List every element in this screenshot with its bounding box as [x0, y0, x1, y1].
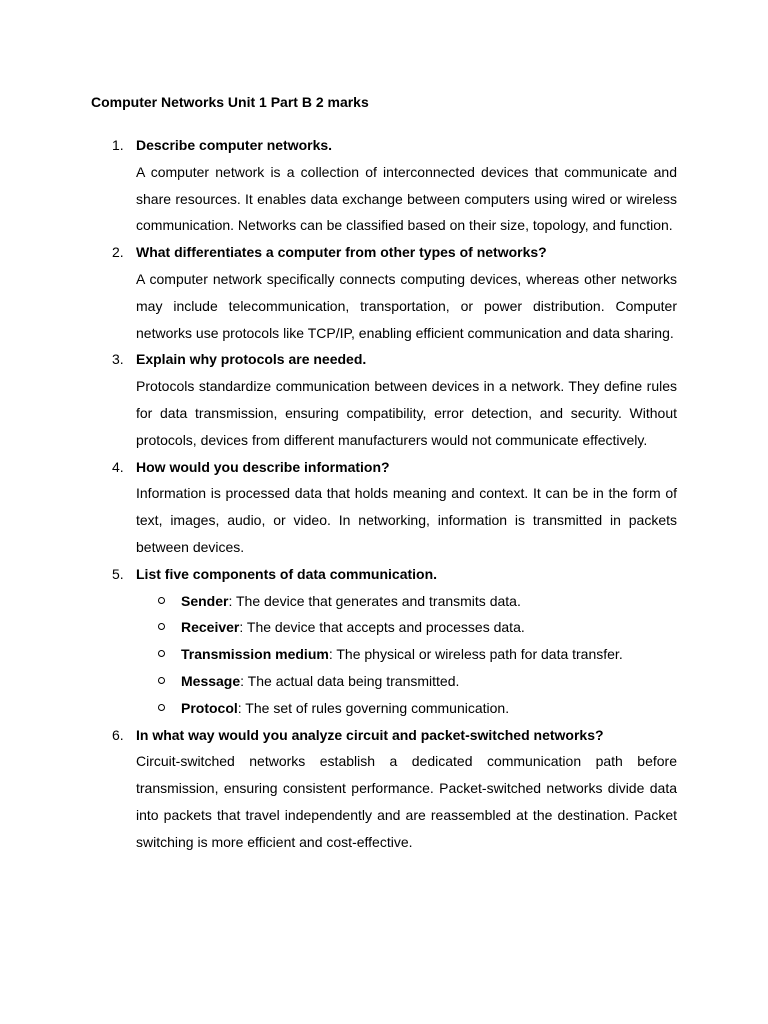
- document-title: Computer Networks Unit 1 Part B 2 marks: [91, 94, 369, 110]
- question-number: 4.: [112, 458, 124, 475]
- question-title: What differentiates a computer from other types of networks?: [136, 244, 547, 261]
- list-item: [181, 668, 681, 695]
- hollow-circle-bullet-icon: [158, 650, 165, 657]
- question-item-6: [0, 722, 768, 856]
- question-answer: A computer network is a collection of interconnected devices that communicate and share resources. It enables data exchange between computers using wired or wireless communication. Networks can be classified based on their size, topology, and function.: [136, 163, 677, 234]
- question-number: 5.: [112, 565, 124, 582]
- component-term: Receiver: [181, 619, 240, 636]
- question-title: How would you describe information?: [136, 458, 390, 475]
- question-item-2: [0, 239, 768, 346]
- question-item-5: [0, 561, 768, 722]
- component-description: : The physical or wireless path for data transfer.: [328, 646, 623, 663]
- question-number: 3.: [112, 351, 124, 368]
- question-answer: Information is processed data that holds meaning and context. It can be in the form of text, images, audio, or video. In networking, information is transmitted in packets between devices.: [136, 485, 677, 555]
- list-item: [181, 588, 681, 615]
- question-list: [0, 132, 768, 856]
- question-title: Describe computer networks.: [136, 137, 333, 153]
- component-description: : The device that generates and transmits data.: [228, 592, 521, 609]
- component-description: : The device that accepts and processes data.: [239, 619, 525, 636]
- question-title: List five components of data communication.: [136, 565, 438, 582]
- component-list: [0, 588, 768, 722]
- question-answer: Circuit-switched networks establish a dedicated communication path before transmission, ensuring consistent performance. Packet-switched networks divide data into packets that travel independently and are reassembled at the destination. Packet switching is more efficient and cost-effective.: [136, 753, 677, 850]
- list-item: [181, 641, 681, 668]
- question-item-4: [0, 454, 768, 561]
- hollow-circle-bullet-icon: [158, 677, 165, 684]
- component-term: Sender: [181, 592, 229, 609]
- question-item-3: [0, 346, 768, 453]
- list-item: [181, 614, 681, 641]
- question-number: 1.: [112, 137, 124, 153]
- list-item: [181, 695, 681, 722]
- hollow-circle-bullet-icon: [158, 623, 165, 630]
- hollow-circle-bullet-icon: [158, 597, 165, 604]
- question-title: In what way would you analyze circuit and packet-switched networks?: [136, 726, 604, 743]
- question-title: Explain why protocols are needed.: [136, 351, 367, 368]
- component-term: Transmission medium: [181, 646, 329, 663]
- question-answer: Protocols standardize communication between devices in a network. They define rules for data transmission, ensuring compatibility, error detection, and security. Without protocols, devices from different manufacturers would not communicate effectively.: [136, 378, 677, 448]
- component-term: Message: [181, 672, 241, 689]
- component-term: Protocol: [181, 699, 238, 716]
- hollow-circle-bullet-icon: [158, 704, 165, 711]
- component-description: : The set of rules governing communication.: [237, 699, 510, 716]
- question-number: 2.: [112, 244, 124, 261]
- question-number: 6.: [112, 726, 124, 743]
- question-answer: A computer network specifically connects computing devices, whereas other networks may include telecommunication, transportation, or power distribution. Computer networks use protocols like TCP/IP, enabling efficient communication and data sharing.: [136, 270, 677, 341]
- question-item-1: [0, 132, 768, 239]
- component-description: : The actual data being transmitted.: [240, 672, 460, 689]
